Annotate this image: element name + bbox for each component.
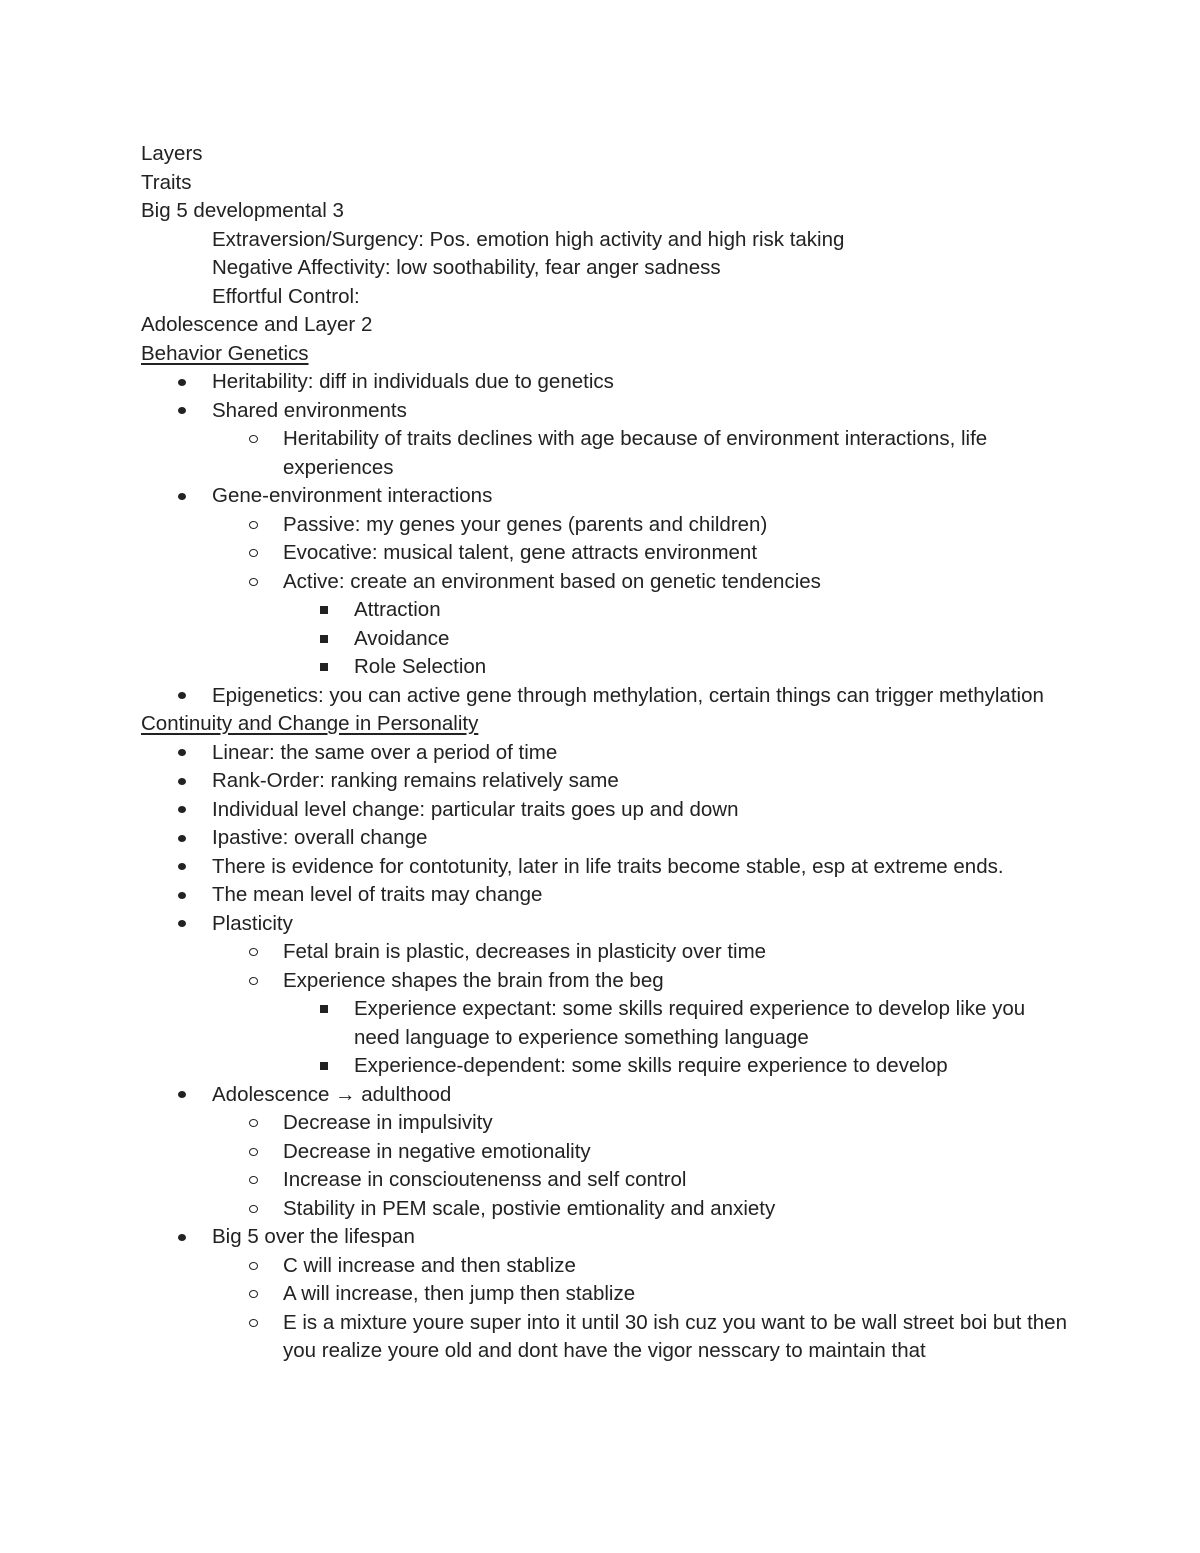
list-item <box>212 511 1071 540</box>
section-heading-continuity: Continuity and Change in Personality <box>141 712 479 735</box>
list-item <box>283 1052 1071 1081</box>
list-marker <box>167 739 197 768</box>
list-item-text: Stability in PEM scale, postivie emtionality and anxiety <box>283 1196 776 1220</box>
list-item <box>141 739 1071 768</box>
list-marker <box>167 368 197 397</box>
list-marker <box>167 853 197 882</box>
bullet-circle-icon <box>249 578 258 586</box>
list-marker <box>238 938 268 967</box>
list-marker <box>238 539 268 568</box>
list-item <box>212 967 1071 1081</box>
line-traits: Traits <box>141 170 192 194</box>
continuity-list <box>141 739 1071 1366</box>
list-item <box>141 881 1071 910</box>
list-marker <box>309 1052 339 1081</box>
behavior-genetics-list <box>141 368 1071 710</box>
bullet-dot-icon <box>178 407 186 414</box>
line-extraversion: Extraversion/Surgency: Pos. emotion high activity and high risk taking <box>212 227 845 251</box>
list-item <box>141 853 1071 882</box>
list-marker <box>309 625 339 654</box>
bullet-dot-icon <box>178 920 186 927</box>
bullet-square-icon <box>320 1005 328 1013</box>
bullet-list-level-2 <box>212 1109 1071 1223</box>
bullet-square-icon <box>320 663 328 671</box>
bullet-list-level-2 <box>212 938 1071 1081</box>
section-heading-behavior-genetics: Behavior Genetics <box>141 341 309 365</box>
list-marker <box>167 824 197 853</box>
line-adolescence-layer2: Adolescence and Layer 2 <box>141 313 373 336</box>
bullet-dot-icon <box>178 806 186 813</box>
bullet-circle-icon <box>249 521 258 529</box>
list-item <box>141 1081 1071 1224</box>
list-item-text: Attraction <box>354 598 441 621</box>
list-item <box>141 368 1071 397</box>
list-item-text: Heritability of traits declines with age because of environment interactions, life experiences <box>283 427 988 479</box>
bullet-square-icon <box>320 635 328 643</box>
list-marker <box>167 482 197 511</box>
list-item <box>283 596 1071 625</box>
list-marker <box>238 425 268 454</box>
list-marker <box>167 1223 197 1252</box>
list-item-text: There is evidence for contotunity, later in life traits become stable, esp at extreme ends. <box>212 854 1004 878</box>
bullet-list-level-3 <box>283 995 1071 1081</box>
list-item-text: Passive: my genes your genes (parents and children) <box>283 512 768 536</box>
list-item <box>212 1109 1071 1138</box>
list-item-text: Experience shapes the brain from the beg <box>283 968 664 992</box>
bullet-circle-icon <box>249 1290 258 1298</box>
list-item <box>212 539 1071 568</box>
line-big5-developmental: Big 5 developmental 3 <box>141 199 344 222</box>
bullet-circle-icon <box>249 1176 258 1184</box>
document-body <box>141 140 1071 1366</box>
list-marker <box>238 1252 268 1281</box>
bullet-list-level-1 <box>141 739 1071 1366</box>
list-item <box>283 625 1071 654</box>
list-item <box>212 1309 1071 1366</box>
list-marker <box>167 397 197 426</box>
list-marker <box>238 1309 268 1338</box>
bullet-list-level-2 <box>212 1252 1071 1366</box>
list-marker <box>309 653 339 682</box>
list-marker <box>238 1195 268 1224</box>
list-item <box>141 824 1071 853</box>
list-marker <box>167 767 197 796</box>
list-item-text: Experience expectant: some skills required experience to develop like you need language to experience something language <box>354 997 1026 1049</box>
list-item <box>212 1195 1071 1224</box>
list-item-text: Heritability: diff in individuals due to genetics <box>212 370 614 393</box>
list-item <box>141 482 1071 682</box>
list-marker <box>309 596 339 625</box>
line-negative-affectivity: Negative Affectivity: low soothability, fear anger sadness <box>212 256 721 279</box>
list-item <box>141 397 1071 483</box>
list-item-text: Decrease in impulsivity <box>283 1111 493 1134</box>
list-item-text: Adolescence → adulthood <box>212 1082 452 1106</box>
list-item-text: Shared environments <box>212 398 407 422</box>
line-layers: Layers <box>141 142 203 165</box>
bullet-dot-icon <box>178 863 186 870</box>
list-item <box>283 995 1071 1052</box>
line-effortful-control: Effortful Control: <box>212 284 360 308</box>
list-item-text: Epigenetics: you can active gene through methylation, certain things can trigger methylation <box>212 683 1044 707</box>
list-item-text: Ipastive: overall change <box>212 826 428 849</box>
list-marker <box>238 1280 268 1309</box>
bullet-dot-icon <box>178 1091 186 1098</box>
list-item-text: Role Selection <box>354 655 487 678</box>
list-item-text: Active: create an environment based on genetic tendencies <box>283 569 821 593</box>
list-item-text: Experience-dependent: some skills require experience to develop <box>354 1054 948 1077</box>
list-marker <box>238 967 268 996</box>
list-item-text: Avoidance <box>354 626 450 650</box>
list-item-text: Fetal brain is plastic, decreases in plasticity over time <box>283 940 767 963</box>
list-item-text: Big 5 over the lifespan <box>212 1225 415 1248</box>
list-item <box>212 425 1071 482</box>
bullet-circle-icon <box>249 1319 258 1327</box>
list-marker <box>167 796 197 825</box>
bullet-dot-icon <box>178 778 186 785</box>
list-item <box>212 1166 1071 1195</box>
list-item-text: Plasticity <box>212 911 293 935</box>
list-marker <box>167 1081 197 1110</box>
list-item <box>141 767 1071 796</box>
list-marker <box>309 995 339 1024</box>
bullet-square-icon <box>320 606 328 614</box>
bullet-circle-icon <box>249 549 258 557</box>
list-item-text: Decrease in negative emotionality <box>283 1139 591 1163</box>
bullet-list-level-2 <box>212 425 1071 482</box>
list-item-text: C will increase and then stablize <box>283 1253 576 1277</box>
list-item-text: E is a mixture youre super into it until 30 ish cuz you want to be wall street boi but then you realize youre old and dont have the vigor nesscary to maintain that <box>283 1310 1067 1362</box>
list-item <box>212 1252 1071 1281</box>
list-marker <box>238 1138 268 1167</box>
list-marker <box>238 1166 268 1195</box>
list-item <box>212 568 1071 682</box>
bullet-dot-icon <box>178 1234 186 1241</box>
bullet-circle-icon <box>249 1205 258 1213</box>
list-item-text: Increase in conscioutenenss and self control <box>283 1168 687 1191</box>
bullet-list-level-1 <box>141 368 1071 710</box>
bullet-circle-icon <box>249 977 258 985</box>
bullet-dot-icon <box>178 892 186 899</box>
list-item <box>212 1138 1071 1167</box>
bullet-dot-icon <box>178 835 186 842</box>
bullet-dot-icon <box>178 493 186 500</box>
list-item-text: Linear: the same over a period of time <box>212 740 558 764</box>
bullet-dot-icon <box>178 692 186 699</box>
list-item <box>141 1223 1071 1366</box>
bullet-dot-icon <box>178 379 186 386</box>
list-item-text: A will increase, then jump then stablize <box>283 1282 636 1305</box>
list-item <box>212 1280 1071 1309</box>
list-item-text: Gene-environment interactions <box>212 484 493 507</box>
list-item <box>283 653 1071 682</box>
list-item-text: Rank-Order: ranking remains relatively same <box>212 769 619 792</box>
list-item <box>141 796 1071 825</box>
list-item-text: Individual level change: particular traits goes up and down <box>212 797 739 821</box>
bullet-list-level-2 <box>212 511 1071 682</box>
list-marker <box>238 568 268 597</box>
bullet-dot-icon <box>178 749 186 756</box>
list-item <box>141 682 1071 711</box>
list-marker <box>167 881 197 910</box>
bullet-circle-icon <box>249 1148 258 1156</box>
list-item-text: Evocative: musical talent, gene attracts environment <box>283 541 758 564</box>
bullet-circle-icon <box>249 948 258 956</box>
bullet-square-icon <box>320 1062 328 1070</box>
list-marker <box>238 511 268 540</box>
bullet-circle-icon <box>249 435 258 443</box>
list-marker <box>167 910 197 939</box>
list-item-text: The mean level of traits may change <box>212 883 543 906</box>
list-item <box>141 910 1071 1081</box>
list-item <box>212 938 1071 967</box>
bullet-circle-icon <box>249 1262 258 1270</box>
bullet-list-level-3 <box>283 596 1071 682</box>
list-marker <box>238 1109 268 1138</box>
bullet-circle-icon <box>249 1119 258 1127</box>
list-marker <box>167 682 197 711</box>
